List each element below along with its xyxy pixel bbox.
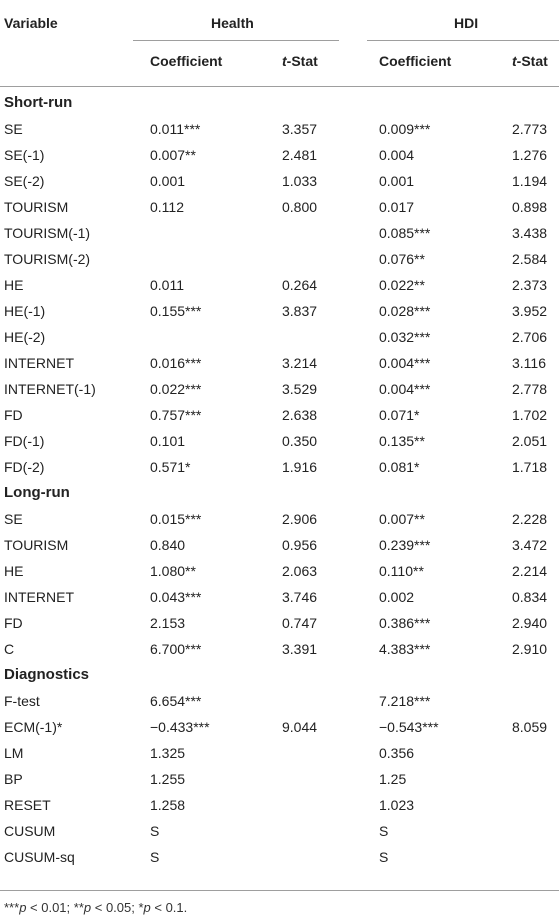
variable-cell: SE(-1) xyxy=(4,147,45,163)
health-coefficient-cell: 0.571* xyxy=(150,459,191,475)
table-footnote: ***p < 0.01; **p < 0.05; *p < 0.1. xyxy=(4,900,188,915)
table-row xyxy=(0,714,559,740)
variable-cell: SE xyxy=(4,511,23,527)
hdi-tstat-cell: 3.952 xyxy=(512,303,548,319)
health-tstat-cell: 9.044 xyxy=(282,719,318,735)
health-tstat-cell: 2.638 xyxy=(282,407,318,423)
health-tstat-cell: 0.350 xyxy=(282,433,318,449)
health-tstat-cell: 2.063 xyxy=(282,563,318,579)
health-coefficient-cell: 0.101 xyxy=(150,433,186,449)
table-bottom-rule xyxy=(0,890,559,891)
health-coefficient-cell: 6.700*** xyxy=(150,641,202,657)
health-coefficient-cell: 0.840 xyxy=(150,537,186,553)
health-coefficient-cell: 0.011 xyxy=(150,277,184,293)
table-row xyxy=(0,220,559,246)
hdi-coefficient-cell: 0.002 xyxy=(379,589,415,605)
hdi-coefficient-cell: 0.022** xyxy=(379,277,425,293)
variable-cell: FD xyxy=(4,407,23,423)
hdi-tstat-cell: 1.276 xyxy=(512,147,548,163)
variable-cell: FD xyxy=(4,615,23,631)
hdi-coefficient-cell: 0.004*** xyxy=(379,381,431,397)
health-tstat-cell: 1.916 xyxy=(282,459,318,475)
variable-cell: FD(-2) xyxy=(4,459,45,475)
header-hdi: HDI xyxy=(454,15,479,31)
health-tstat-cell: 3.214 xyxy=(282,355,318,371)
hdi-coefficient-cell: 0.356 xyxy=(379,745,415,761)
health-tstat-cell: 2.906 xyxy=(282,511,318,527)
hdi-tstat-cell: 8.059 xyxy=(512,719,548,735)
header-bottom-rule xyxy=(0,86,559,87)
variable-cell: CUSUM-sq xyxy=(4,849,75,865)
table-row xyxy=(0,402,559,428)
hdi-coefficient-cell: 0.071* xyxy=(379,407,420,423)
table-row xyxy=(0,766,559,792)
variable-cell: F-test xyxy=(4,693,40,709)
hdi-tstat-cell: 3.472 xyxy=(512,537,548,553)
header-row-groups xyxy=(0,0,559,46)
hdi-tstat-cell: 2.778 xyxy=(512,381,548,397)
hdi-coefficient-cell: 0.007** xyxy=(379,511,425,527)
table-row xyxy=(0,376,559,402)
table-row xyxy=(0,116,559,142)
health-coefficient-cell: 1.258 xyxy=(150,797,186,813)
header-hdi-coefficient: Coefficient xyxy=(379,53,452,69)
variable-cell: TOURISM xyxy=(4,537,69,553)
hdi-tstat-cell: 2.773 xyxy=(512,121,548,137)
hdi-coefficient-cell: 0.239*** xyxy=(379,537,431,553)
table-row xyxy=(0,740,559,766)
variable-cell: HE xyxy=(4,277,24,293)
health-group-rule xyxy=(133,40,339,41)
table-row xyxy=(0,142,559,168)
hdi-coefficient-cell: 0.076** xyxy=(379,251,425,267)
variable-cell: RESET xyxy=(4,797,51,813)
table-row xyxy=(0,610,559,636)
hdi-tstat-cell: 2.584 xyxy=(512,251,548,267)
section-label: Long-run xyxy=(4,484,70,501)
hdi-coefficient-cell: 0.017 xyxy=(379,199,415,215)
health-coefficient-cell: 0.007** xyxy=(150,147,196,163)
hdi-coefficient-cell: 0.001 xyxy=(379,173,415,189)
health-coefficient-cell: 0.757*** xyxy=(150,407,202,423)
health-tstat-cell: 1.033 xyxy=(282,173,318,189)
section-row xyxy=(0,480,559,506)
variable-cell: CUSUM xyxy=(4,823,56,839)
hdi-tstat-cell: 2.910 xyxy=(512,641,548,657)
hdi-tstat-cell: 1.702 xyxy=(512,407,548,423)
health-tstat-cell: 0.264 xyxy=(282,277,318,293)
health-coefficient-cell: 0.016*** xyxy=(150,355,202,371)
hdi-tstat-cell: 1.718 xyxy=(512,459,548,475)
variable-cell: SE(-2) xyxy=(4,173,45,189)
hdi-tstat-cell: 3.438 xyxy=(512,225,548,241)
section-label: Short-run xyxy=(4,94,73,111)
variable-cell: TOURISM(-2) xyxy=(4,251,91,267)
health-tstat-cell: 3.529 xyxy=(282,381,318,397)
hdi-tstat-cell: 2.051 xyxy=(512,433,548,449)
health-coefficient-cell: 0.011*** xyxy=(150,121,201,137)
hdi-coefficient-cell: 0.032*** xyxy=(379,329,431,345)
hdi-coefficient-cell: 1.25 xyxy=(379,771,407,787)
hdi-tstat-cell: 3.116 xyxy=(512,355,546,371)
health-tstat-cell: 0.800 xyxy=(282,199,318,215)
variable-cell: SE xyxy=(4,121,23,137)
table-row xyxy=(0,246,559,272)
health-tstat-cell: 3.837 xyxy=(282,303,318,319)
table-row xyxy=(0,454,559,480)
header-hdi-tstat: t-Stat xyxy=(512,53,548,69)
variable-cell: INTERNET xyxy=(4,589,74,605)
variable-cell: HE(-2) xyxy=(4,329,46,345)
health-coefficient-cell: 0.155*** xyxy=(150,303,202,319)
table-row xyxy=(0,818,559,844)
health-tstat-cell: 3.746 xyxy=(282,589,318,605)
hdi-tstat-cell: 2.940 xyxy=(512,615,548,631)
header-health-tstat: t-Stat xyxy=(282,53,318,69)
table-row xyxy=(0,506,559,532)
header-variable: Variable xyxy=(4,15,58,31)
health-coefficient-cell: 1.080** xyxy=(150,563,196,579)
table-row xyxy=(0,194,559,220)
table-row xyxy=(0,584,559,610)
health-coefficient-cell: S xyxy=(150,849,160,865)
table-row xyxy=(0,272,559,298)
table-row xyxy=(0,532,559,558)
table-row xyxy=(0,168,559,194)
table-row xyxy=(0,350,559,376)
hdi-group-rule xyxy=(367,40,559,41)
section-label: Diagnostics xyxy=(4,666,90,683)
header-health-coefficient: Coefficient xyxy=(150,53,223,69)
variable-cell: TOURISM(-1) xyxy=(4,225,91,241)
table-row xyxy=(0,792,559,818)
health-coefficient-cell: 1.325 xyxy=(150,745,186,761)
health-coefficient-cell: 2.153 xyxy=(150,615,186,631)
hdi-tstat-cell: 2.214 xyxy=(512,563,548,579)
variable-cell: INTERNET xyxy=(4,355,74,371)
hdi-tstat-cell: 2.373 xyxy=(512,277,548,293)
health-coefficient-cell: 0.015*** xyxy=(150,511,202,527)
health-tstat-cell: 3.357 xyxy=(282,121,318,137)
health-coefficient-cell: 6.654*** xyxy=(150,693,202,709)
table-row xyxy=(0,324,559,350)
variable-cell: INTERNET(-1) xyxy=(4,381,96,397)
health-coefficient-cell: S xyxy=(150,823,160,839)
health-coefficient-cell: 0.043*** xyxy=(150,589,202,605)
hdi-tstat-cell: 0.834 xyxy=(512,589,548,605)
variable-cell: HE xyxy=(4,563,24,579)
hdi-coefficient-cell: 4.383*** xyxy=(379,641,431,657)
hdi-coefficient-cell: 1.023 xyxy=(379,797,415,813)
hdi-tstat-cell: 2.228 xyxy=(512,511,548,527)
table-row xyxy=(0,298,559,324)
hdi-tstat-cell: 2.706 xyxy=(512,329,548,345)
health-coefficient-cell: −0.433*** xyxy=(150,719,210,735)
hdi-tstat-cell: 0.898 xyxy=(512,199,548,215)
health-tstat-cell: 0.747 xyxy=(282,615,318,631)
hdi-coefficient-cell: 0.004 xyxy=(379,147,415,163)
header-row-columns xyxy=(0,46,559,86)
hdi-coefficient-cell: S xyxy=(379,823,389,839)
health-tstat-cell: 0.956 xyxy=(282,537,318,553)
hdi-coefficient-cell: 0.085*** xyxy=(379,225,431,241)
hdi-coefficient-cell: 0.009*** xyxy=(379,121,431,137)
variable-cell: TOURISM xyxy=(4,199,69,215)
hdi-coefficient-cell: 0.110** xyxy=(379,563,424,579)
table-row xyxy=(0,688,559,714)
table-row xyxy=(0,558,559,584)
hdi-coefficient-cell: 0.135** xyxy=(379,433,425,449)
variable-cell: ECM(-1)* xyxy=(4,719,63,735)
hdi-coefficient-cell: −0.543*** xyxy=(379,719,439,735)
hdi-coefficient-cell: 0.386*** xyxy=(379,615,431,631)
hdi-coefficient-cell: 0.004*** xyxy=(379,355,431,371)
health-tstat-cell: 3.391 xyxy=(282,641,318,657)
health-coefficient-cell: 0.022*** xyxy=(150,381,202,397)
health-coefficient-cell: 0.001 xyxy=(150,173,186,189)
variable-cell: FD(-1) xyxy=(4,433,45,449)
header-health: Health xyxy=(211,15,254,31)
health-coefficient-cell: 1.255 xyxy=(150,771,186,787)
variable-cell: HE(-1) xyxy=(4,303,46,319)
section-row xyxy=(0,90,559,116)
health-coefficient-cell: 0.112 xyxy=(150,199,184,215)
hdi-coefficient-cell: 0.028*** xyxy=(379,303,431,319)
hdi-tstat-cell: 1.194 xyxy=(512,173,548,189)
variable-cell: LM xyxy=(4,745,24,761)
hdi-coefficient-cell: S xyxy=(379,849,389,865)
variable-cell: C xyxy=(4,641,15,657)
table-row xyxy=(0,636,559,662)
section-row xyxy=(0,662,559,688)
table-row xyxy=(0,428,559,454)
health-tstat-cell: 2.481 xyxy=(282,147,318,163)
hdi-coefficient-cell: 0.081* xyxy=(379,459,420,475)
hdi-coefficient-cell: 7.218*** xyxy=(379,693,431,709)
variable-cell: BP xyxy=(4,771,23,787)
table-row xyxy=(0,844,559,870)
